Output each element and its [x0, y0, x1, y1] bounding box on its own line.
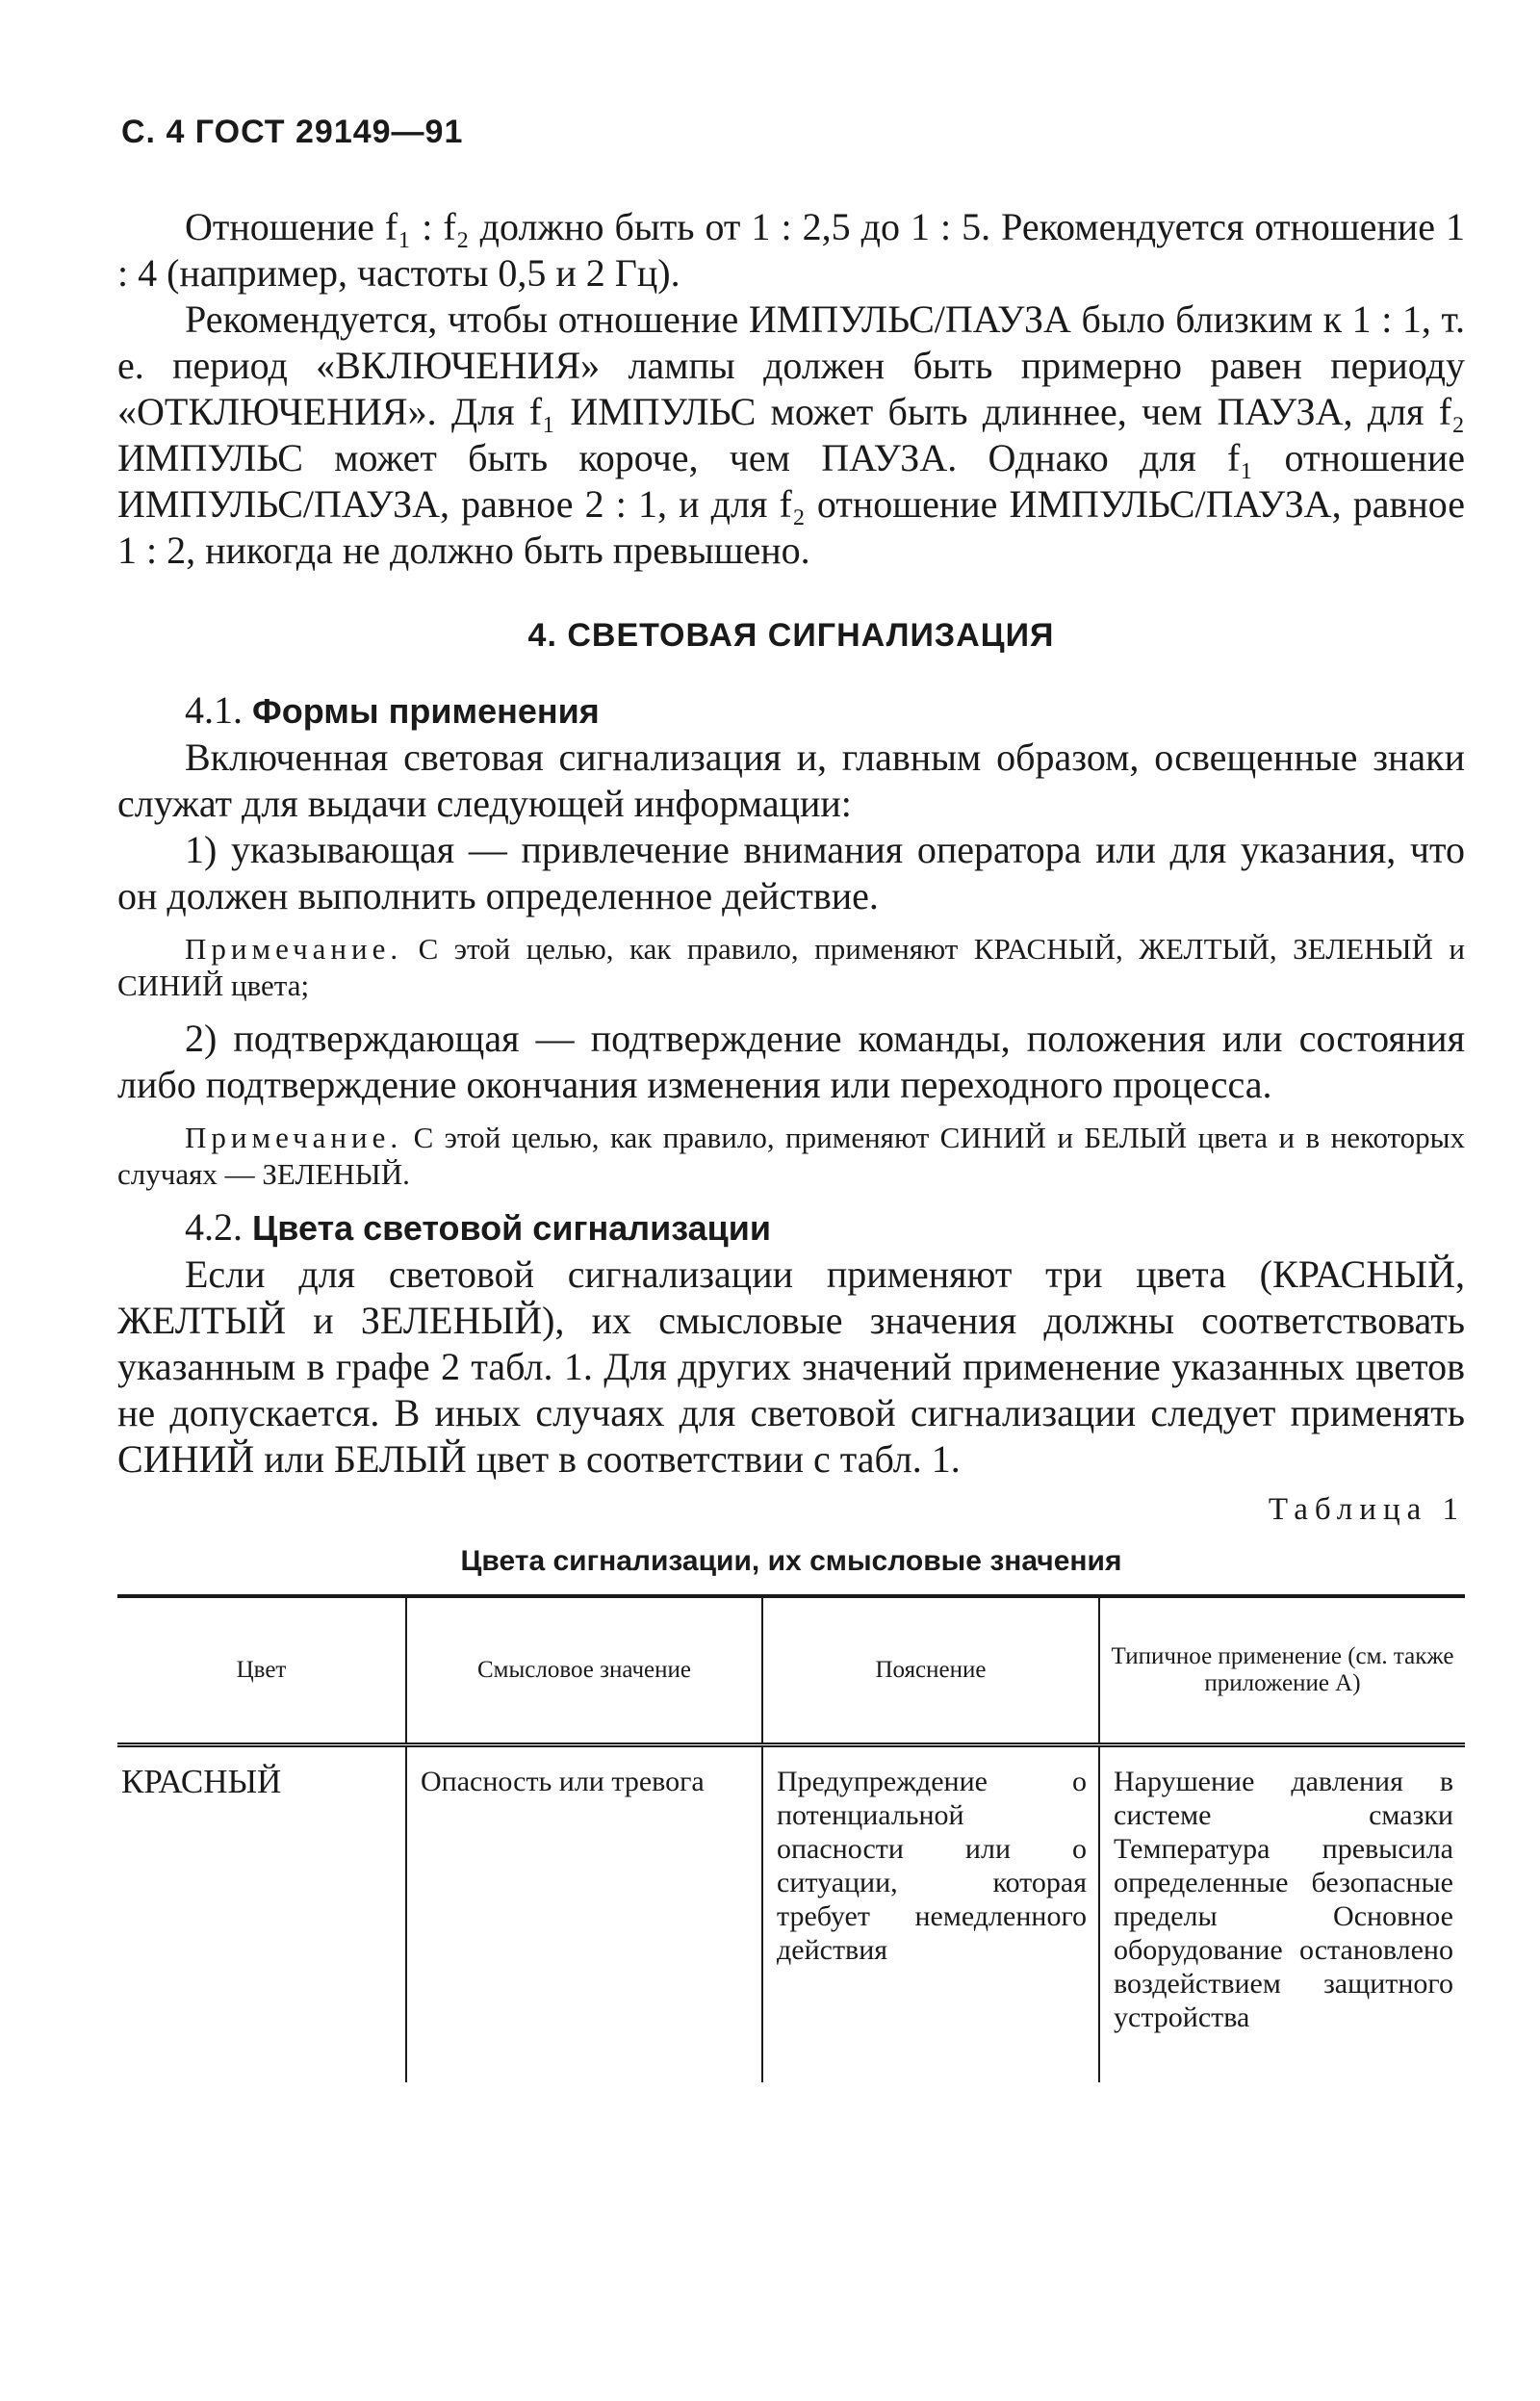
subsection-4-1-heading — [117, 687, 1465, 735]
paragraph-pulse-pause: Рекомендуется, чтобы отношение ИМПУЛЬС/ПАУЗА было близким к 1 : 1, т. е. период «ВКЛЮЧЕНИЯ» лампы должен быть примерно равен периоду «ОТКЛЮЧЕНИЯ». Для f₁ ИМПУЛЬС может быть длиннее, чем ПАУЗА, для f₂ ИМПУЛЬС может быть короче, чем ПАУЗА. Однако для f₁ отношение ИМПУЛЬС/ПАУЗА, равное 2 : 1, и для f₂ отношение ИМПУЛЬС/ПАУЗА, равное 1 : 2, никогда не должно быть превышено. — [117, 297, 1465, 572]
table-row — [117, 1745, 1465, 2083]
page-header: С. 4 ГОСТ 29149—91 — [121, 114, 464, 150]
note-2 — [117, 1120, 1465, 1193]
subsection-4-2-heading — [117, 1204, 1465, 1252]
subsection-4-1-number: 4.1. — [185, 688, 243, 732]
header-meaning: Смысловое значение — [406, 1596, 762, 1745]
signal-colors-table — [117, 1594, 1465, 2082]
subsection-4-2-number: 4.2. — [185, 1205, 243, 1249]
cell-explanation: Предупреждение о потенциальной опасности или о ситуации, которая требует немедленного действия — [762, 1745, 1099, 2083]
section-title: 4. СВЕТОВАЯ СИГНАЛИЗАЦИЯ — [527, 617, 1055, 654]
table-label: Таблица 1 — [1268, 1492, 1465, 1527]
subsection-4-1-intro: Включенная световая сигнализация и, главным образом, освещенные знаки служат для выдачи следующей информации: — [117, 736, 1465, 825]
note-1-label: Примечание. — [185, 932, 403, 966]
list-item-confirming: 2) подтверждающая — подтверждение команды, положения или состояния либо подтверждение окончания изменения или переходного процесса. — [117, 1017, 1465, 1106]
subsection-4-2-text: Если для световой сигнализации применяют три цвета (КРАСНЫЙ, ЖЕЛТЫЙ и ЗЕЛЕНЫЙ), их смысловые значения должны соответствовать указанным в графе 2 табл. 1. Для других значений применение указанных цветов не допускается. В иных случаях для световой сигнализации следует применять СИНИЙ или БЕЛЫЙ цвет в соответствии с табл. 1. — [117, 1252, 1465, 1481]
document-body — [117, 204, 1465, 2082]
list-item-indicating: 1) указывающая — привлечение внимания оператора или для указания, что он должен выполнить определенное действие. — [117, 828, 1465, 917]
note-2-text: С этой целью, как правило, применяют СИНИЙ и БЕЛЫЙ цвета и в некоторых случаях — ЗЕЛЕНЫЙ. — [117, 1121, 1465, 1191]
header-color: Цвет — [117, 1596, 406, 1745]
cell-usage: Нарушение давления в системе смазки Температура превысила определенные безопасные пределы Основное оборудование остановлено воздействием защитного устройства — [1099, 1745, 1465, 2083]
table-header-row — [117, 1596, 1465, 1745]
table-title: Цвета сигнализации, их смысловые значения — [460, 1545, 1122, 1577]
note-1-text: С этой целью, как правило, применяют КРАСНЫЙ, ЖЕЛТЫЙ, ЗЕЛЕНЫЙ и СИНИЙ цвета; — [117, 932, 1465, 1002]
note-1 — [117, 931, 1465, 1004]
cell-meaning: Опасность или тревога — [406, 1745, 762, 2083]
subsection-4-1-title: Формы применения — [252, 691, 600, 731]
header-explanation: Пояснение — [762, 1596, 1099, 1745]
note-2-label: Примечание. — [185, 1121, 403, 1154]
cell-color: КРАСНЫЙ — [121, 1763, 282, 1800]
paragraph-frequency-ratio: Отношение f₁ : f₂ должно быть от 1 : 2,5 до 1 : 5. Рекомендуется отношение 1 : 4 (например, частоты 0,5 и 2 Гц). — [117, 205, 1465, 295]
header-usage: Типичное применение (см. также приложение А) — [1099, 1596, 1465, 1745]
subsection-4-2-title: Цвета световой сигнализации — [252, 1208, 772, 1248]
